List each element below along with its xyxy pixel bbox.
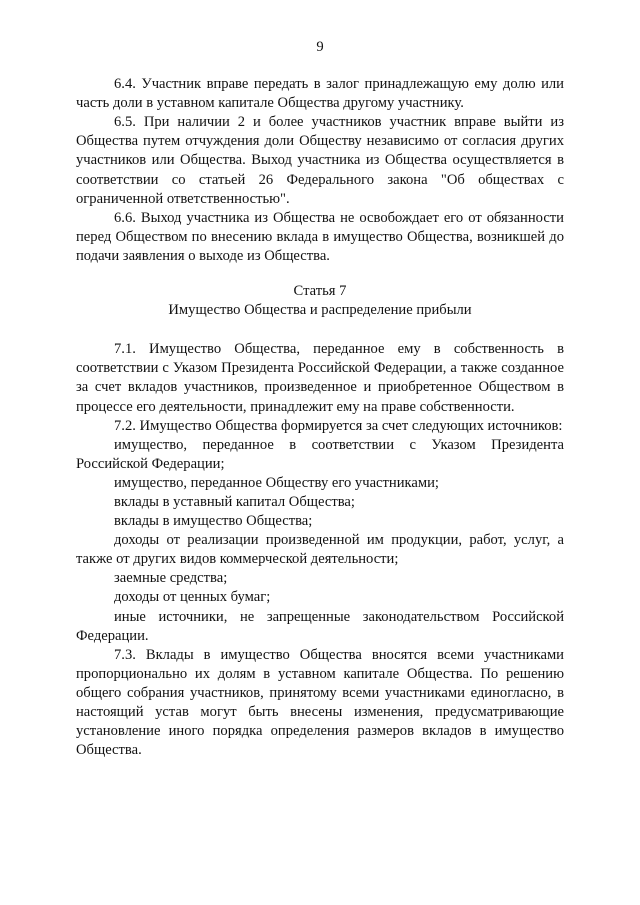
paragraph-7-2: 7.2. Имущество Общества формируется за счет следующих источников: [114, 417, 563, 434]
paragraph-6-4: 6.4. Участник вправе передать в залог принадлежащую ему долю или часть доли в уставном капитале Общества другому участнику. [76, 76, 564, 112]
list-item-source: доходы от реализации произведенной им продукции, работ, услуг, а также от других видов коммерческой деятельности; [76, 532, 564, 568]
list-item-source: вклады в имущество Общества; [114, 513, 313, 530]
list-item-source: вклады в уставный капитал Общества; [114, 493, 355, 510]
list-item-source: имущество, переданное Обществу его участниками; [114, 474, 439, 491]
list-item-source: имущество, переданное в соответствии с Указом Президента Российской Федерации; [76, 436, 564, 472]
paragraph-7-1: 7.1. Имущество Общества, переданное ему в собственность в соответствии с Указом Президента Российской Федерации, а также созданное за счет вкладов участников, произведенное и приобретенное Обществом в процессе его деятельности, принадлежит ему на праве собственности. [76, 341, 564, 415]
paragraph-6-6: 6.6. Выход участника из Общества не освобождает его от обязанности перед Обществом по внесению вклада в имущество Общества, возникшей до подачи заявления о выходе из Общества. [76, 209, 564, 264]
list-item-source: иные источники, не запрещенные законодательством Российской Федерации. [76, 608, 564, 644]
list-item-source: доходы от ценных бумаг; [114, 589, 271, 606]
paragraph-6-5: 6.5. При наличии 2 и более участников участник вправе выйти из Общества путем отчуждения доли Обществу независимо от согласия других участников или Общества. Выход участника из Общества осуществляется в соответствии со статьей 26 Федерального закона "Об обществах с ограниченной ответственностью". [76, 114, 564, 207]
document-page [76, 38, 564, 760]
article-number: Статья 7 [293, 283, 347, 300]
article-title: Имущество Общества и распределение прибыли [168, 302, 472, 319]
page-number: 9 [316, 39, 324, 55]
paragraph-7-3: 7.3. Вклады в имущество Общества вносятся всеми участниками пропорционально их долям в уставном капитале Общества. По решению общего собрания участников, принятому всеми участниками единогласно, в настоящий устав могут быть внесены изменения, предусматривающие установление иного порядка определения размеров вкладов в имущество Общества. [76, 646, 564, 759]
list-item-source: заемные средства; [114, 570, 228, 587]
